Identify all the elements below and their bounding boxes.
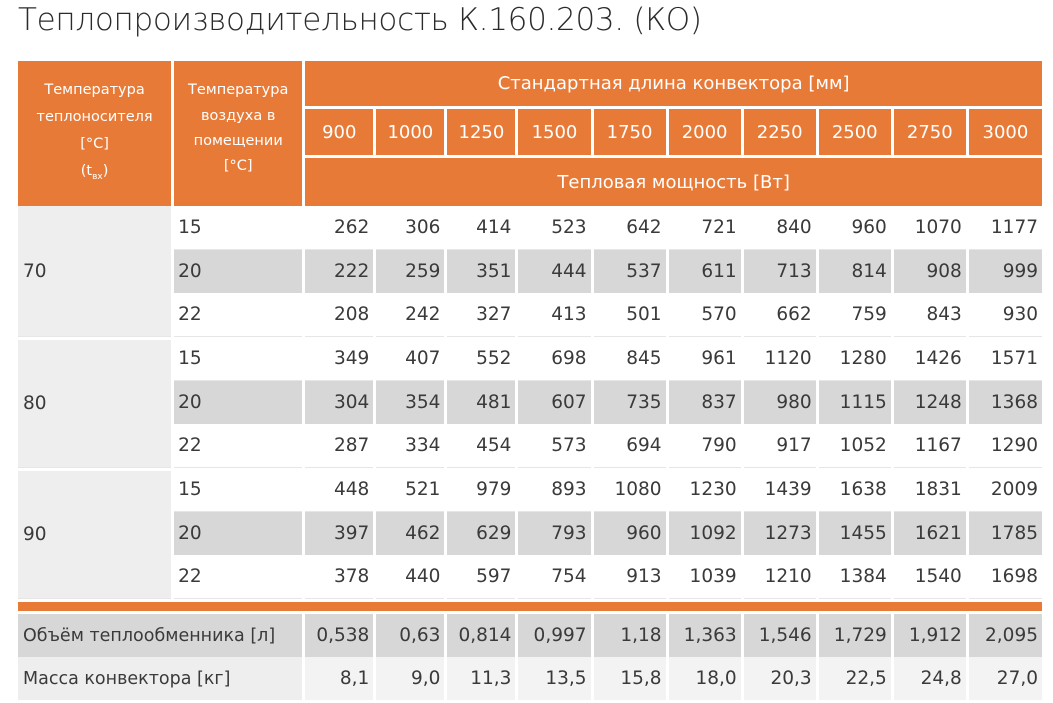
power-header: Тепловая мощность [Вт] — [305, 158, 1042, 206]
power-value-cell: 501 — [594, 293, 666, 337]
power-value-cell: 1039 — [669, 555, 741, 599]
power-value-cell: 1120 — [744, 337, 816, 381]
footer-label: Объём теплообменника [л] — [18, 614, 302, 657]
power-value-cell: 397 — [305, 512, 373, 555]
power-value-cell: 537 — [594, 250, 666, 293]
air-temp-cell: 15 — [174, 337, 302, 381]
power-value-cell: 607 — [518, 381, 590, 424]
coolant-temp-cell: 90 — [18, 468, 171, 599]
power-value-cell: 698 — [518, 337, 590, 381]
footer-value-cell: 1,363 — [669, 614, 741, 657]
footer-value-cell: 13,5 — [518, 657, 590, 700]
power-value-cell: 1070 — [894, 206, 966, 250]
power-value-cell: 917 — [744, 424, 816, 468]
length-col-header: 1500 — [518, 109, 590, 158]
col1-line — [18, 158, 171, 191]
footer-value-cell: 1,18 — [594, 614, 666, 657]
table-row — [18, 250, 1042, 293]
separator-cell — [18, 602, 1042, 611]
power-value-cell: 1540 — [894, 555, 966, 599]
power-value-cell: 521 — [376, 468, 444, 512]
power-value-cell: 843 — [894, 293, 966, 337]
power-value-cell: 304 — [305, 381, 373, 424]
table-row — [18, 555, 1042, 599]
power-value-cell: 444 — [518, 250, 590, 293]
power-value-cell: 597 — [447, 555, 515, 599]
air-temp-cell: 20 — [174, 250, 302, 293]
power-value-cell: 694 — [594, 424, 666, 468]
power-value-cell: 413 — [518, 293, 590, 337]
power-value-cell: 1571 — [969, 337, 1042, 381]
power-value-cell: 1698 — [969, 555, 1042, 599]
power-value-cell: 1210 — [744, 555, 816, 599]
power-value-cell: 349 — [305, 337, 373, 381]
power-value-cell: 735 — [594, 381, 666, 424]
footer-value-cell: 27,0 — [969, 657, 1042, 700]
power-value-cell: 790 — [669, 424, 741, 468]
table-row — [18, 512, 1042, 555]
footer-value-cell: 1,912 — [894, 614, 966, 657]
footer-value-cell: 0,538 — [305, 614, 373, 657]
power-value-cell: 407 — [376, 337, 444, 381]
power-value-cell: 552 — [447, 337, 515, 381]
table-row — [18, 293, 1042, 337]
power-value-cell: 481 — [447, 381, 515, 424]
footer-value-cell: 0,997 — [518, 614, 590, 657]
footer-value-cell: 8,1 — [305, 657, 373, 700]
length-col-header: 900 — [305, 109, 373, 158]
power-value-cell: 259 — [376, 250, 444, 293]
power-value-cell: 1621 — [894, 512, 966, 555]
power-value-cell: 1167 — [894, 424, 966, 468]
power-value-cell: 462 — [376, 512, 444, 555]
power-value-cell: 893 — [518, 468, 590, 512]
power-value-cell: 414 — [447, 206, 515, 250]
air-temp-cell: 15 — [174, 468, 302, 512]
table-row — [18, 337, 1042, 381]
power-value-cell: 1230 — [669, 468, 741, 512]
length-col-header: 1750 — [594, 109, 666, 158]
footer-value-cell: 1,729 — [819, 614, 891, 657]
length-col-header: 1000 — [376, 109, 444, 158]
power-value-cell: 721 — [669, 206, 741, 250]
length-col-header: 2250 — [744, 109, 816, 158]
power-value-cell: 611 — [669, 250, 741, 293]
footer-label: Масса конвектора [кг] — [18, 657, 302, 700]
power-value-cell: 840 — [744, 206, 816, 250]
length-header: Стандартная длина конвектора [мм] — [305, 61, 1042, 109]
performance-table — [15, 61, 1045, 700]
power-value-cell: 1638 — [819, 468, 891, 512]
length-col-header: 2500 — [819, 109, 891, 158]
coolant-temp-cell: 70 — [18, 206, 171, 337]
length-col-header: 3000 — [969, 109, 1042, 158]
length-col-header: 2750 — [894, 109, 966, 158]
power-value-cell: 662 — [744, 293, 816, 337]
power-value-cell: 908 — [894, 250, 966, 293]
power-value-cell: 1290 — [969, 424, 1042, 468]
length-col-header: 1250 — [447, 109, 515, 158]
table-row — [18, 424, 1042, 468]
footer-value-cell: 2,095 — [969, 614, 1042, 657]
power-value-cell: 454 — [447, 424, 515, 468]
power-value-cell: 930 — [969, 293, 1042, 337]
power-value-cell: 845 — [594, 337, 666, 381]
power-value-cell: 327 — [447, 293, 515, 337]
table-row — [18, 381, 1042, 424]
power-value-cell: 999 — [969, 250, 1042, 293]
col2-line: [°C] — [223, 158, 253, 174]
footer-row — [18, 657, 1042, 700]
air-temp-cell: 20 — [174, 512, 302, 555]
power-value-cell: 1052 — [819, 424, 891, 468]
col-header-air-temp — [174, 61, 302, 206]
air-temp-cell: 15 — [174, 206, 302, 250]
power-value-cell: 793 — [518, 512, 590, 555]
power-value-cell: 759 — [819, 293, 891, 337]
length-col-header: 2000 — [669, 109, 741, 158]
power-value-cell: 913 — [594, 555, 666, 599]
power-value-cell: 570 — [669, 293, 741, 337]
power-value-cell: 1280 — [819, 337, 891, 381]
power-value-cell: 378 — [305, 555, 373, 599]
power-value-cell: 960 — [819, 206, 891, 250]
coolant-temp-cell: 80 — [18, 337, 171, 468]
power-value-cell: 448 — [305, 468, 373, 512]
footer-value-cell: 1,546 — [744, 614, 816, 657]
air-temp-cell: 22 — [174, 555, 302, 599]
power-value-cell: 1426 — [894, 337, 966, 381]
footer-value-cell: 15,8 — [594, 657, 666, 700]
col-header-coolant-temp — [18, 61, 171, 206]
col1-line: Температура — [44, 82, 145, 98]
power-value-cell: 980 — [744, 381, 816, 424]
table-row — [18, 206, 1042, 250]
table-row — [18, 468, 1042, 512]
power-value-cell: 837 — [669, 381, 741, 424]
col2-line: воздуха в — [201, 108, 276, 124]
footer-value-cell: 22,5 — [819, 657, 891, 700]
footer-value-cell: 11,3 — [447, 657, 515, 700]
power-value-cell: 334 — [376, 424, 444, 468]
power-value-cell: 573 — [518, 424, 590, 468]
col1-line-t: (t — [80, 163, 93, 179]
power-value-cell: 208 — [305, 293, 373, 337]
footer-value-cell: 0,63 — [376, 614, 444, 657]
power-value-cell: 960 — [594, 512, 666, 555]
power-value-cell: 1177 — [969, 206, 1042, 250]
air-temp-cell: 22 — [174, 424, 302, 468]
col2-line: Температура — [188, 82, 289, 98]
power-value-cell: 629 — [447, 512, 515, 555]
power-value-cell: 1831 — [894, 468, 966, 512]
power-value-cell: 2009 — [969, 468, 1042, 512]
col1-subscript: вх — [92, 171, 103, 182]
power-value-cell: 222 — [305, 250, 373, 293]
col2-line: помещении — [193, 133, 283, 149]
power-value-cell: 754 — [518, 555, 590, 599]
orange-separator — [18, 602, 1042, 611]
col1-line: теплоносителя — [36, 109, 153, 125]
footer-value-cell: 20,3 — [744, 657, 816, 700]
power-value-cell: 1368 — [969, 381, 1042, 424]
power-value-cell: 642 — [594, 206, 666, 250]
power-value-cell: 1115 — [819, 381, 891, 424]
power-value-cell: 1439 — [744, 468, 816, 512]
col1-line: [°C] — [80, 136, 109, 152]
footer-value-cell: 0,814 — [447, 614, 515, 657]
power-value-cell: 713 — [744, 250, 816, 293]
power-value-cell: 523 — [518, 206, 590, 250]
page-title: Теплопроизводительность К.160.203. (КО) — [18, 2, 702, 38]
power-value-cell: 351 — [447, 250, 515, 293]
power-value-cell: 354 — [376, 381, 444, 424]
power-value-cell: 440 — [376, 555, 444, 599]
footer-value-cell: 9,0 — [376, 657, 444, 700]
power-value-cell: 961 — [669, 337, 741, 381]
air-temp-cell: 22 — [174, 293, 302, 337]
power-value-cell: 1455 — [819, 512, 891, 555]
power-value-cell: 262 — [305, 206, 373, 250]
power-value-cell: 814 — [819, 250, 891, 293]
footer-value-cell: 24,8 — [894, 657, 966, 700]
footer-value-cell: 18,0 — [669, 657, 741, 700]
power-value-cell: 1092 — [669, 512, 741, 555]
power-value-cell: 1384 — [819, 555, 891, 599]
power-value-cell: 1273 — [744, 512, 816, 555]
power-value-cell: 979 — [447, 468, 515, 512]
power-value-cell: 306 — [376, 206, 444, 250]
air-temp-cell: 20 — [174, 381, 302, 424]
power-value-cell: 1785 — [969, 512, 1042, 555]
footer-row — [18, 614, 1042, 657]
power-value-cell: 1248 — [894, 381, 966, 424]
power-value-cell: 1080 — [594, 468, 666, 512]
col1-close: ) — [102, 163, 109, 179]
power-value-cell: 242 — [376, 293, 444, 337]
power-value-cell: 287 — [305, 424, 373, 468]
